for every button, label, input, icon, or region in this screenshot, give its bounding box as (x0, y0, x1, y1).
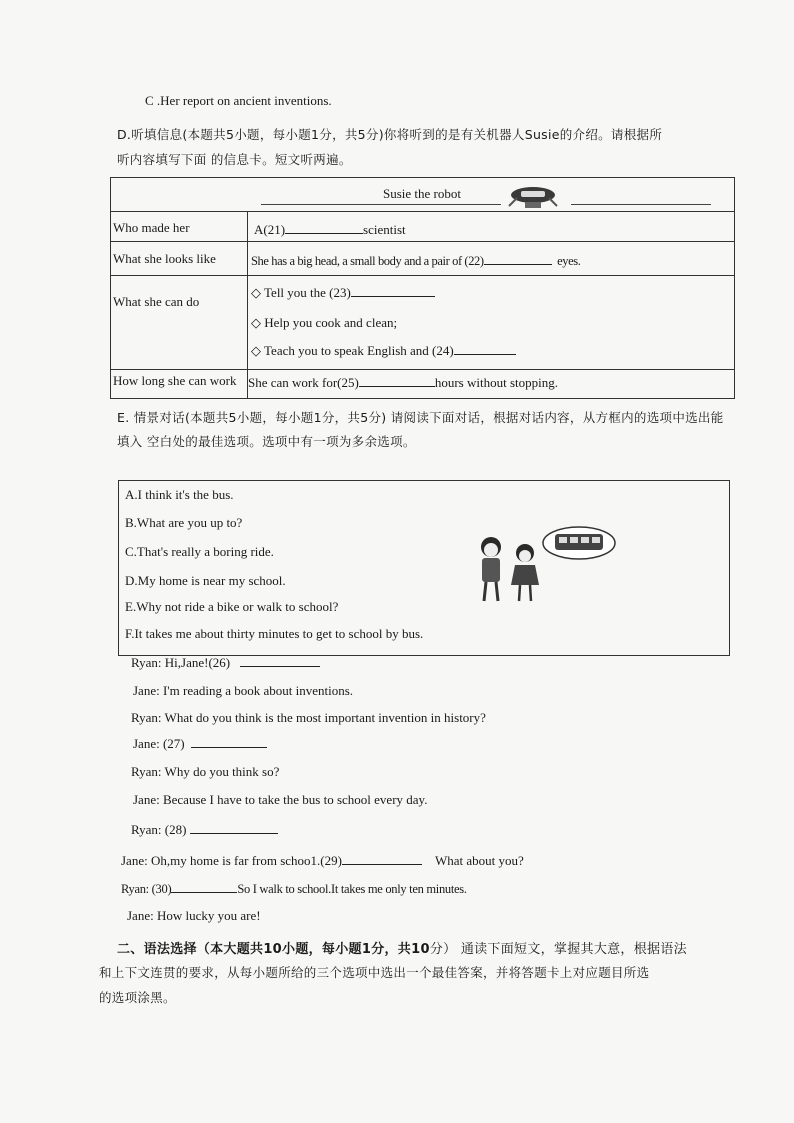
section-d-heading-line2: 听内容填写下面 的信息卡。短文听两遍。 (117, 152, 352, 167)
dialogue-line-10: Jane: How lucky you are! (127, 908, 261, 923)
dialogue-line-2: Jane: I'm reading a book about inventions. (133, 683, 354, 698)
dialogue-line-3: Ryan: What do you think is the most important invention in history? (131, 710, 486, 725)
dialogue-line-28: Ryan: (28) (131, 822, 278, 838)
row-label-who-made-her: Who made her (113, 220, 190, 235)
can-do-item-1: ◇ Tell you the (23) (251, 285, 435, 301)
blank-28[interactable] (190, 832, 278, 834)
row-value-who-made-her: A(21) scientist (254, 222, 406, 237)
options-box (118, 480, 730, 656)
dialogue-line-27: Jane: (27) (133, 736, 267, 752)
row-label-how-long: How long she can work (113, 373, 237, 388)
option-e: E.Why not ride a bike or walk to school? (125, 599, 339, 614)
blank-27[interactable] (191, 746, 267, 748)
section-d-heading-line1: D.听填信息(本题共5小题，每小题1分，共5分)你将听到的是有关机器人Susie的介绍。请根据所 (117, 127, 663, 142)
row-label-looks-like: What she looks like (113, 251, 216, 266)
section-e-heading-line2: 填入 空白处的最佳选项。选项中有一项为多余选项。 (117, 434, 416, 449)
blank-24[interactable] (454, 353, 516, 355)
blank-22[interactable] (484, 263, 552, 265)
dialogue-line-29: Jane: Oh,my home is far from schoo1.(29) What about you? (121, 853, 524, 868)
table-title: Susie the robot (383, 186, 461, 201)
section-two-heading-line3: 的选项涂黑。 (99, 990, 176, 1005)
can-do-item-3: ◇ Teach you to speak English and (24) (251, 343, 516, 359)
section-two-heading-line2: 和上下文连贯的要求，从每小题所给的三个选项中选出一个最佳答案，并将答题卡上对应题目所选 (99, 965, 650, 980)
row-value-looks-like: She has a big head, a small body and a pair of (22) eyes. (251, 254, 581, 268)
section-two-heading-line1: 二、语法选择（本大题共10小题，每小题1分，共10分） 通读下面短文，掌握其大意，根据语法 (117, 942, 687, 957)
option-c-text: C .Her report on ancient inventions. (145, 93, 332, 108)
option-c: C.That's really a boring ride. (125, 544, 274, 559)
robot-picture (503, 184, 563, 212)
dialogue-line-26: Ryan: Hi,Jane!(26) (131, 655, 320, 671)
row-value-how-long: She can work for(25) hours without stopping. (248, 375, 558, 390)
blank-25[interactable] (359, 385, 435, 387)
option-f: F.It takes me about thirty minutes to get to school by bus. (125, 626, 424, 641)
row-label-can-do: What she can do (113, 294, 200, 309)
robot-info-table (110, 177, 735, 399)
option-b: B.What are you up to? (125, 515, 243, 530)
blank-21[interactable] (285, 232, 363, 234)
blank-23[interactable] (351, 295, 435, 297)
option-d: D.My home is near my school. (125, 573, 286, 588)
children-bus-illustration (469, 523, 619, 605)
blank-30[interactable] (171, 891, 237, 893)
dialogue-line-5: Ryan: Why do you think so? (131, 764, 280, 779)
blank-26[interactable] (240, 665, 320, 667)
dialogue-line-30: Ryan: (30) So I walk to school.It takes me only ten minutes. (121, 882, 467, 896)
section-e-heading-line1: E. 情景对话(本题共5小题，每小题1分，共5分) 请阅读下面对话，根据对话内容，从方框内的选项中选出能 (117, 410, 724, 425)
can-do-item-2: ◇ Help you cook and clean; (251, 315, 398, 330)
option-a: A.I think it's the bus. (125, 487, 234, 502)
blank-29[interactable] (342, 863, 422, 865)
dialogue-line-6: Jane: Because I have to take the bus to school every day. (133, 792, 428, 807)
